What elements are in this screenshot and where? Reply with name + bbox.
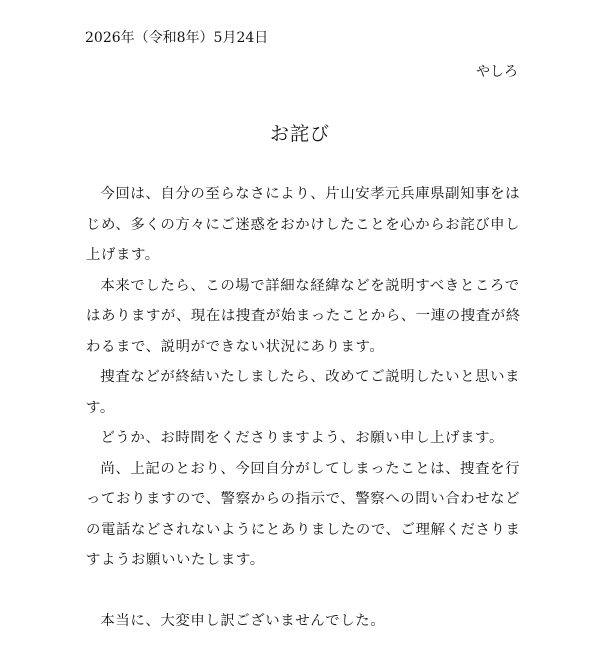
letter-title: お詫び xyxy=(269,123,330,145)
letter-body xyxy=(86,179,522,637)
paragraph-future-explanation: 捜査などが終結いたしましたら、改めてご説明したいと思います。 xyxy=(86,369,521,416)
letter-author: やしろ xyxy=(476,64,518,80)
paragraph-apology: 今回は、自分の至らなさにより、片山安孝元兵庫県副知事をはじめ、多くの方々にご迷惑をおかけしたことを心からお詫び申し上げます。 xyxy=(86,186,521,263)
paragraph-explanation: 本来でしたら、この場で詳細な経緯などを説明すべきところではありますが、現在は捜査が始まったことから、一連の捜査が終わるまで、説明ができない状況にあります。 xyxy=(86,277,521,355)
paragraph-police-request: 尚、上記のとおり、今回自分がしてしまったことは、捜査を行っておりますので、警察からの指示で、警察への問い合わせなどの電話などされないようにとありましたので、ご理解くださりますようお願いいたします。 xyxy=(86,460,521,568)
paragraph-request-time: どうか、お時間をくださりますよう、お願い申し上げます。 xyxy=(100,430,504,446)
paragraph-closing: 本当に、大変申し訳ございませんでした。 xyxy=(100,613,386,629)
letter-date: 2026年（令和8年）5月24日 xyxy=(85,30,269,46)
